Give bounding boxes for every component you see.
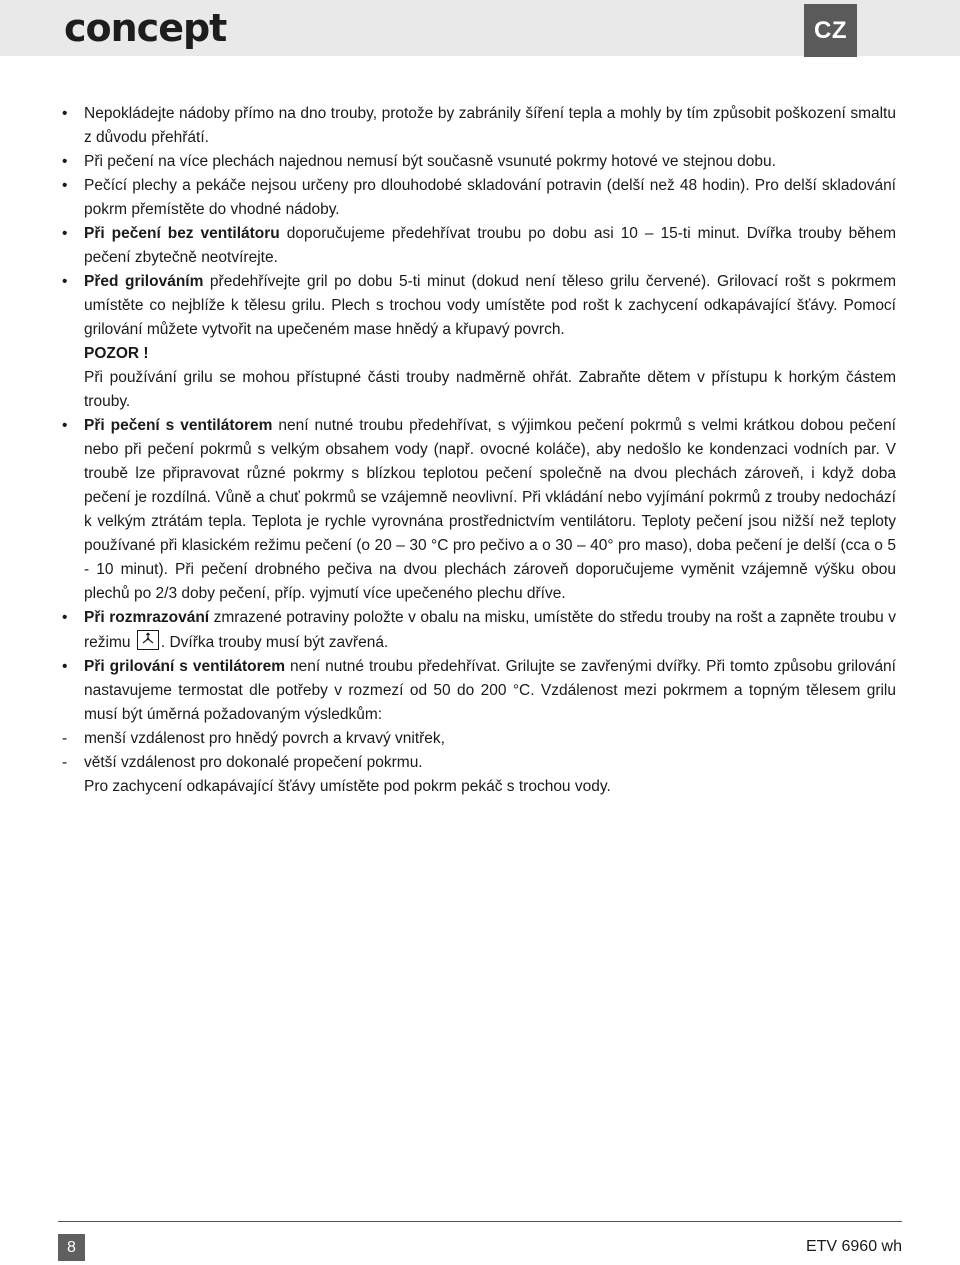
closing-text: Pro zachycení odkapávající šťávy umístěte pod pokrm pekáč s trochou vody. <box>84 778 611 795</box>
item-text: Nepokládejte nádoby přímo na dno trouby, protože by zabránily šíření tepla a mohly by tím způsobit poškození smaltu z důvodu přehřátí. <box>84 105 896 146</box>
dash-item <box>58 727 896 751</box>
item-bold: Při pečení s ventilátorem <box>84 417 273 434</box>
model-name: ETV 6960 wh <box>805 1238 902 1255</box>
item-bold: Při grilování s ventilátorem <box>84 658 286 675</box>
item-text: větší vzdálenost pro dokonalé propečení pokrmu. <box>84 754 423 771</box>
bullet: • <box>62 609 68 626</box>
item-text: zmrazené potraviny položte v obalu na misku, umístěte do středu trouby na rošt a zapněte troubu v režimu <box>84 609 897 651</box>
warning-label: POZOR ! <box>84 345 149 362</box>
warning-text: Při používání grilu se mohou přístupné části trouby nadměrně ohřát. Zabraňte dětem v přístupu k horkým částem trouby. <box>84 369 896 410</box>
bullet: • <box>62 177 68 194</box>
bullet: • <box>62 417 68 434</box>
bullet: • <box>62 273 68 290</box>
item-bold: Při rozmrazování <box>84 609 210 626</box>
bullet: • <box>62 658 68 675</box>
item-text: Při pečení na více plechách najednou nemusí být současně vsunuté pokrmy hotové ve stejnou dobu. <box>84 153 776 170</box>
dash: - <box>62 730 68 747</box>
list-item <box>58 222 896 270</box>
item-text: není nutné troubu předehřívat. Grilujte se zavřenými dvířky. Při tomto způsobu grilování nastavujeme termostat dle potřeby v rozmezí od 50 do 200 °C. Vzdálenost mezi pokrmem a topným tělesem grilu musí být úměrná požadovaným výsledkům: <box>84 658 896 723</box>
bullet: • <box>62 225 68 242</box>
brand-logo: concept <box>64 6 227 50</box>
list-item <box>58 102 896 150</box>
list-item <box>58 150 896 174</box>
page-number: 8 <box>58 1234 85 1261</box>
item-text: doporučujeme předehřívat troubu po dobu asi 10 – 15-ti minut. Dvířka trouby během pečení zbytečně neotvírejte. <box>84 225 896 266</box>
item-text: není nutné troubu předehřívat, s výjimkou pečení pokrmů s velmi krátkou dobou pečení nebo při pečení pokrmů s velkým obsahem vody (např. ovocné koláče), aby nedošlo ke kondenzaci vodních par. V troubě lze připravovat různé pokrmy s blízkou teplotou pečení společně na dvou plechách zároveň, i když doba pečení je rozdílná. Vůně a chuť pokrmů se vzájemně neovlivní. Při vkládání nebo vyjímání pokrmů z trouby nedochází k velkým ztrátám tepla. Teplota je rychle vyrovnána prostřednictvím ventilátoru. Teploty pečení jsou nižší než teploty používané při klasickém režimu pečení (o 20 – 30 °C pro pečivo a o 30 – 40° pro maso), doba pečení je delší (cca o 5 - 10 minut). Při pečení drobného pečiva na dvou plechách zároveň doporučujeme vyměnit vzájemně výšku obou plechů po 2/3 doby pečení, příp. vyjmutí více upečeného plechu dříve. <box>84 417 896 602</box>
list-item <box>58 270 896 342</box>
bullet: • <box>62 105 68 122</box>
list-item <box>58 174 896 222</box>
language-badge: CZ <box>804 4 857 57</box>
list-item <box>58 606 896 655</box>
dash: - <box>62 754 68 771</box>
instructions-list <box>58 102 896 799</box>
item-text: . Dvířka trouby musí být zavřená. <box>160 634 389 651</box>
item-text: menší vzdálenost pro hnědý povrch a krvavý vnitřek, <box>84 730 445 747</box>
list-item <box>58 414 896 606</box>
item-bold: Při pečení bez ventilátoru <box>84 225 280 242</box>
item-text: Pečící plechy a pekáče nejsou určeny pro dlouhodobé skladování potravin (delší než 48 hodin). Pro delší skladování pokrm přemístěte do vhodné nádoby. <box>84 177 896 218</box>
footer-divider <box>58 1221 902 1222</box>
list-item <box>58 655 896 727</box>
item-text: předehřívejte gril po dobu 5-ti minut (dokud není těleso grilu červené). Grilovací rošt s pokrmem umístěte co nejblíže k tělesu grilu. Plech s trochou vody umístěte pod rošt k zachycení odkapávající šťávy. Pomocí grilování můžete vytvořit na upečeném mase hnědý a křupavý povrch. <box>84 273 896 338</box>
bullet: • <box>62 153 68 170</box>
dash-item <box>58 751 896 775</box>
defrost-fan-icon <box>137 630 159 650</box>
item-bold: Před grilováním <box>84 273 204 290</box>
